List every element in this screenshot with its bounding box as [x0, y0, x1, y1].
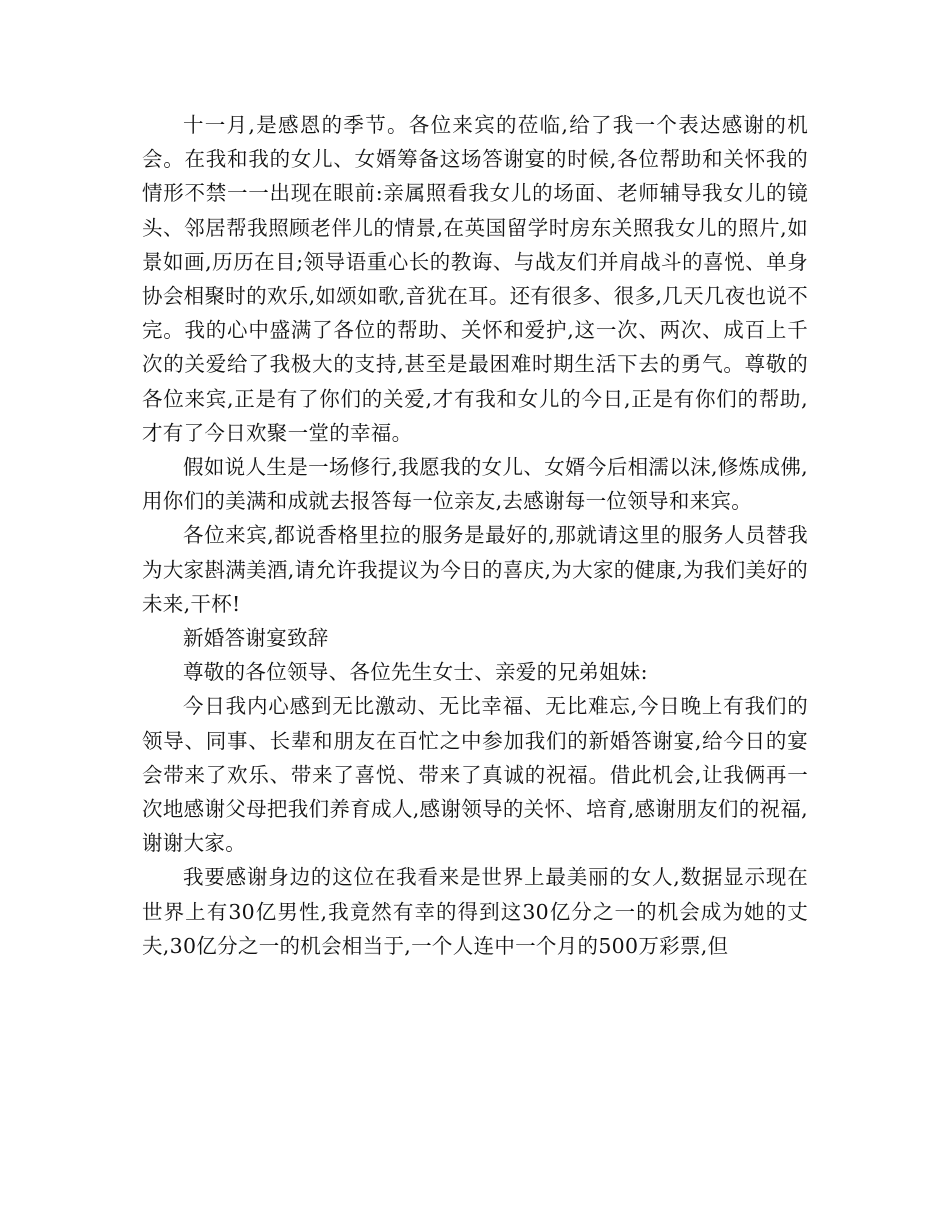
- paragraph-wife: 我要感谢身边的这位在我看来是世界上最美丽的女人,数据显示现在世界上有30亿男性,我竟然有幸的得到这30亿分之一的机会成为她的丈夫,30亿分之一的机会相当于,一个人连中一个月的500万彩票,但: [142, 865, 808, 958]
- paragraph-toast: 各位来宾,都说香格里拉的服务是最好的,那就请这里的服务人员替我为大家斟满美酒,请允许我提议为今日的喜庆,为大家的健康,为我们美好的未来,干杯!: [142, 523, 808, 616]
- paragraph-gratitude: 今日我内心感到无比激动、无比幸福、无比难忘,今日晚上有我们的领导、同事、长辈和朋友在百忙之中参加我们的新婚答谢宴,给今日的宴会带来了欢乐、带来了喜悦、带来了真诚的祝福。借此机会,让我俩再一次地感谢父母把我们养育成人,感谢领导的关怀、培育,感谢朋友们的祝福,谢谢大家。: [142, 694, 808, 856]
- section-heading: 新婚答谢宴致辞: [183, 626, 329, 651]
- paragraph-thanks-november: 十一月,是感恩的季节。各位来宾的莅临,给了我一个表达感谢的机会。在我和我的女儿、女婿筹备这场答谢宴的时候,各位帮助和关怀我的情形不禁一一出现在眼前:亲属照看我女儿的场面、老师辅导我女儿的镜头、邻居帮我照顾老伴儿的情景,在英国留学时房东关照我女儿的照片,如景如画,历历在目;领导语重心长的教诲、与战友们并肩战斗的喜悦、单身协会相聚时的欢乐,如颂如歌,音犹在耳。还有很多、很多,几天几夜也说不完。我的心中盛满了各位的帮助、关怀和爱护,这一次、两次、成百上千次的关爱给了我极大的支持,甚至是最困难时期生活下去的勇气。尊敬的各位来宾,正是有了你们的关爱,才有我和女儿的今日,正是有你们的帮助,才有了今日欢聚一堂的幸福。: [142, 113, 808, 445]
- paragraph-life-practice: 假如说人生是一场修行,我愿我的女儿、女婿今后相濡以沫,修炼成佛,用你们的美满和成就去报答每一位亲友,去感谢每一位领导和来宾。: [142, 455, 808, 514]
- salutation: 尊敬的各位领导、各位先生女士、亲爱的兄弟姐妹:: [183, 660, 648, 685]
- document-page: [142, 108, 808, 963]
